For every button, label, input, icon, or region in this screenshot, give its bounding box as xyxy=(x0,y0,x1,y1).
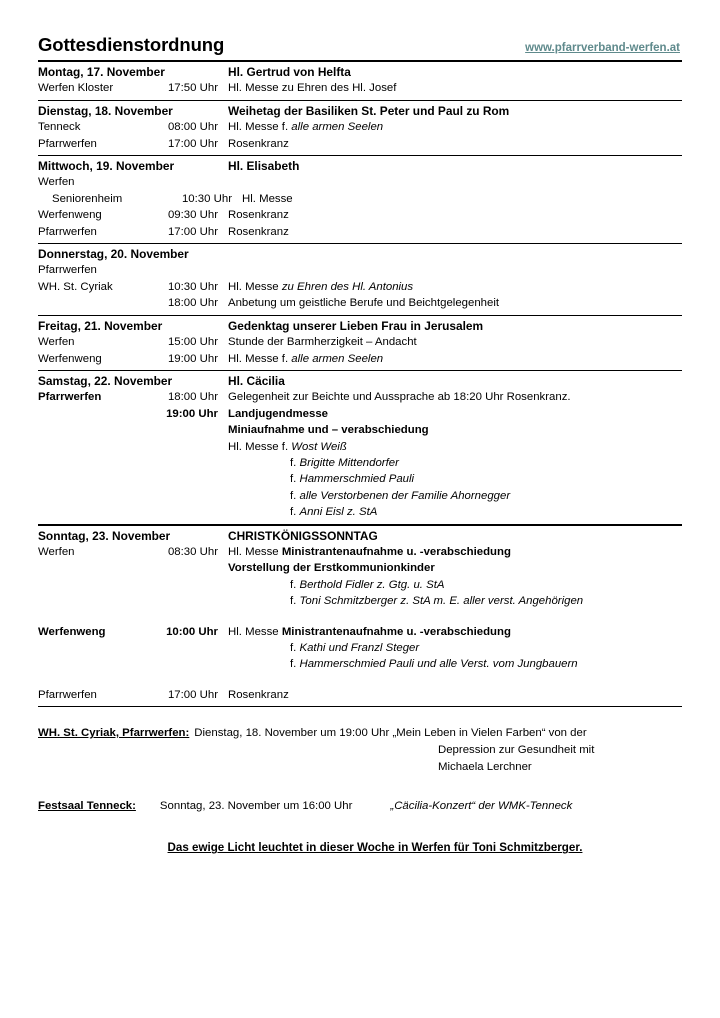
service-row xyxy=(38,687,682,703)
service-location: Pfarrwerfen xyxy=(38,688,97,701)
day-block xyxy=(38,62,682,100)
sub-row-content xyxy=(290,656,578,672)
service-row xyxy=(38,406,682,422)
service-description xyxy=(228,279,682,295)
description-text: Gelegenheit zur Beichte und Aussprache ab 18:20 Uhr Rosenkranz. xyxy=(228,391,571,404)
service-location: Tenneck xyxy=(38,121,81,134)
description-text: Hl. Messe xyxy=(228,280,282,293)
service-description xyxy=(242,191,682,207)
service-description xyxy=(228,119,682,135)
service-row xyxy=(38,262,682,278)
description-text: Hl. Messe xyxy=(228,625,282,638)
day-feast: Gedenktag unserer Lieben Frau in Jerusalem xyxy=(228,318,484,333)
day-feast: Weihetag der Basiliken St. Peter und Paul zu Rom xyxy=(228,103,510,118)
day-date: Mittwoch, 19. November xyxy=(38,159,175,174)
service-time: 18:00 Uhr xyxy=(167,297,218,310)
day-block xyxy=(38,316,682,370)
parish-website-link[interactable]: www.pfarrverband-werfen.at xyxy=(525,42,680,54)
day-date: Donnerstag, 20. November xyxy=(38,247,189,262)
day-header-row xyxy=(38,528,682,544)
row-gap xyxy=(38,673,682,687)
day-date: Montag, 17. November xyxy=(38,65,165,79)
note-body xyxy=(189,725,586,742)
service-row xyxy=(38,334,682,350)
service-location: Pfarrwerfen xyxy=(38,391,102,404)
description-text: Rosenkranz xyxy=(228,209,289,222)
day-feast: Hl. Cäcilia xyxy=(228,373,285,388)
day-feast: CHRISTKÖNIGSSONNTAG xyxy=(228,528,378,543)
service-row xyxy=(38,224,682,240)
service-location: Werfen xyxy=(38,336,75,349)
description-text: Rosenkranz xyxy=(228,688,289,701)
service-description xyxy=(228,544,682,560)
sub-line-text: f. xyxy=(290,456,300,469)
service-description xyxy=(228,624,682,640)
description-text: Hl. Messe xyxy=(228,545,282,558)
sub-line-intention: Toni Schmitzberger z. StA m. E. aller verst. Angehörigen xyxy=(299,595,584,608)
page-title: Gottesdienstordnung xyxy=(38,34,225,55)
note-text: Sonntag, 23. November um 16:00 Uhr xyxy=(159,800,353,813)
service-row xyxy=(38,295,682,311)
sub-row-content xyxy=(290,593,583,609)
description-intention: zu Ehren des Hl. Antonius xyxy=(281,280,414,293)
sub-row-spacer xyxy=(38,656,290,672)
note-row xyxy=(38,798,682,815)
document-header xyxy=(38,34,682,60)
schedule-sub-row xyxy=(38,640,682,656)
service-location: Werfenweng xyxy=(38,209,102,222)
service-schedule xyxy=(38,62,682,707)
schedule-sub-row xyxy=(38,656,682,672)
sub-line-intention: Hammerschmied Pauli und alle Verst. vom Jungbauern xyxy=(299,658,578,671)
day-date: Dienstag, 18. November xyxy=(38,103,173,118)
day-header-row xyxy=(38,373,682,389)
sub-row-spacer xyxy=(38,504,290,520)
day-header-row xyxy=(38,318,682,334)
schedule-sub-row xyxy=(38,471,682,487)
day-block xyxy=(38,371,682,524)
service-row xyxy=(38,174,682,190)
description-intention: alle armen Seelen xyxy=(291,352,384,365)
sub-line-text: Hl. Messe f. xyxy=(228,440,292,453)
description-emphasis: Ministrantenaufnahme u. -verabschiedung xyxy=(281,625,511,638)
sub-line-intention: alle Verstorbenen der Familie Ahornegger xyxy=(299,489,511,502)
service-row xyxy=(38,207,682,223)
sub-row-spacer xyxy=(38,640,290,656)
sub-row-spacer xyxy=(38,471,290,487)
description-text: Rosenkranz xyxy=(228,225,289,238)
service-time: 17:00 Uhr xyxy=(167,137,218,150)
description-text: Hl. Messe zu Ehren des Hl. Josef xyxy=(228,82,397,95)
service-time: 19:00 Uhr xyxy=(166,407,218,420)
service-description xyxy=(228,136,682,152)
service-time: 10:30 Uhr xyxy=(167,280,218,293)
service-description xyxy=(228,389,682,405)
sub-row-spacer xyxy=(38,455,290,471)
sub-row-spacer xyxy=(38,488,290,504)
service-location: Seniorenheim xyxy=(52,192,123,205)
sub-row-content xyxy=(290,504,377,520)
day-date: Samstag, 22. November xyxy=(38,373,173,388)
day-feast: Hl. Elisabeth xyxy=(228,159,300,174)
note-continuation-spacer xyxy=(38,759,438,776)
sub-row-content xyxy=(290,471,414,487)
description-emphasis: Landjugendmesse xyxy=(228,407,329,420)
day-header-row xyxy=(38,64,682,80)
description-text: Hl. Messe f. xyxy=(228,352,292,365)
service-time: 19:00 Uhr xyxy=(167,352,218,365)
sub-line-intention: Berthold Fidler z. Gtg. u. StA xyxy=(299,578,445,591)
sub-row-content xyxy=(290,640,419,656)
day-date: Sonntag, 23. November xyxy=(38,528,171,543)
service-location: Pfarrwerfen xyxy=(38,225,97,238)
service-time: 09:30 Uhr xyxy=(167,209,218,222)
schedule-sub-row xyxy=(38,455,682,471)
sub-line-intention: Hammerschmied Pauli xyxy=(299,473,415,486)
description-text: Hl. Messe f. xyxy=(228,121,292,134)
sub-line-text: f. xyxy=(290,489,300,502)
schedule-sub-row xyxy=(38,422,682,438)
service-description xyxy=(228,334,682,350)
service-time: 08:00 Uhr xyxy=(167,121,218,134)
sub-row-content xyxy=(290,455,399,471)
service-time: 08:30 Uhr xyxy=(167,545,218,558)
note-continuation xyxy=(38,742,682,759)
note-text: Dienstag, 18. November um 19:00 Uhr „Mein Leben in Vielen Farben“ von der xyxy=(194,727,587,740)
service-location: Pfarrwerfen xyxy=(38,137,97,150)
day-header-row xyxy=(38,246,682,262)
service-time: 17:00 Uhr xyxy=(167,688,218,701)
closing-statement: Das ewige Licht leuchtet in dieser Woche in Werfen für Toni Schmitzberger. xyxy=(167,841,583,855)
service-row xyxy=(38,191,682,207)
description-emphasis: Ministrantenaufnahme u. -verabschiedung xyxy=(281,545,511,558)
sub-row-spacer xyxy=(38,593,290,609)
sub-row-spacer xyxy=(38,439,228,455)
description-text: Hl. Messe xyxy=(242,192,293,205)
service-description xyxy=(228,207,682,223)
day-feast: Hl. Gertrud von Helfta xyxy=(228,65,351,79)
service-time: 15:00 Uhr xyxy=(167,336,218,349)
sub-line-intention: Wost Weiß xyxy=(291,440,347,453)
sub-line-emphasis: Miniaufnahme und – verabschiedung xyxy=(228,424,429,437)
note-event-title: „Cäcilia-Konzert“ der WMK-Tenneck xyxy=(390,800,573,813)
service-time: 17:50 Uhr xyxy=(167,82,218,95)
sub-line-text: f. xyxy=(290,578,300,591)
service-time: 17:00 Uhr xyxy=(167,225,218,238)
description-text: Rosenkranz xyxy=(228,137,289,150)
sub-line-text: f. xyxy=(290,595,300,608)
service-location: Werfen xyxy=(38,545,75,558)
service-row xyxy=(38,136,682,152)
sub-row-spacer xyxy=(38,422,228,438)
service-row xyxy=(38,544,682,560)
day-header-row xyxy=(38,158,682,174)
day-block-sunday xyxy=(38,526,682,707)
service-location: Werfen xyxy=(38,176,75,189)
note-continuation-text: Depression zur Gesundheit mit xyxy=(438,744,595,757)
schedule-sub-row xyxy=(38,577,682,593)
service-row xyxy=(38,279,682,295)
service-row xyxy=(38,119,682,135)
sub-line-text: f. xyxy=(290,642,300,654)
service-row xyxy=(38,80,682,96)
service-description xyxy=(228,224,682,240)
sub-line-intention: Kathi und Franzl Steger xyxy=(299,642,420,654)
description-text: Stunde der Barmherzigkeit – Andacht xyxy=(228,336,417,349)
day-block xyxy=(38,101,682,155)
sub-row-content xyxy=(228,560,435,576)
service-description xyxy=(228,295,682,311)
service-description xyxy=(228,687,682,703)
sub-row-spacer xyxy=(38,577,290,593)
service-location: Werfenweng xyxy=(38,352,102,365)
service-time: 10:30 Uhr xyxy=(181,192,232,205)
sub-line-emphasis: Vorstellung der Erstkommunionkinder xyxy=(228,562,435,575)
day-header-row xyxy=(38,103,682,119)
note-label: WH. St. Cyriak, Pfarrwerfen: xyxy=(38,727,190,740)
service-location: Werfenweng xyxy=(38,625,106,638)
schedule-sub-row xyxy=(38,593,682,609)
day-date: Freitag, 21. November xyxy=(38,318,163,333)
description-text: Anbetung um geistliche Berufe und Beichtgelegenheit xyxy=(228,297,500,310)
row-gap xyxy=(38,610,682,624)
note-continuation-text: Michaela Lerchner xyxy=(438,761,532,774)
note-body xyxy=(136,798,572,815)
sub-row-spacer xyxy=(38,560,228,576)
service-row xyxy=(38,624,682,640)
sub-row-content xyxy=(228,422,429,438)
note-spacer xyxy=(38,776,682,798)
description-intention: alle armen Seelen xyxy=(291,121,384,134)
service-row xyxy=(38,389,682,405)
service-time: 18:00 Uhr xyxy=(167,391,218,404)
sub-line-text: f. xyxy=(290,658,300,671)
day-block xyxy=(38,156,682,243)
service-location: WH. St. Cyriak xyxy=(38,280,113,293)
sub-row-content xyxy=(228,439,347,455)
day-block xyxy=(38,244,682,315)
note-label: Festsaal Tenneck: xyxy=(38,800,136,813)
service-time: 10:00 Uhr xyxy=(166,625,218,638)
note-row xyxy=(38,725,682,742)
schedule-sub-row xyxy=(38,488,682,504)
service-row xyxy=(38,351,682,367)
announcement-notes xyxy=(38,707,682,815)
note-continuation-spacer xyxy=(38,742,438,759)
service-description xyxy=(228,80,682,96)
service-location: Pfarrwerfen xyxy=(38,264,97,277)
service-location: Werfen Kloster xyxy=(38,82,114,95)
schedule-sub-row xyxy=(38,504,682,520)
sub-line-text: f. xyxy=(290,473,300,486)
sub-line-intention: Brigitte Mittendorfer xyxy=(299,456,399,469)
note-continuation xyxy=(38,759,682,776)
sub-row-content xyxy=(290,488,510,504)
schedule-sub-row xyxy=(38,560,682,576)
sub-row-content xyxy=(290,577,444,593)
service-description xyxy=(228,351,682,367)
sub-line-intention: Anni Eisl z. StA xyxy=(299,506,378,519)
sub-line-text: f. xyxy=(290,506,300,519)
schedule-sub-row xyxy=(38,439,682,455)
service-description xyxy=(228,406,682,422)
